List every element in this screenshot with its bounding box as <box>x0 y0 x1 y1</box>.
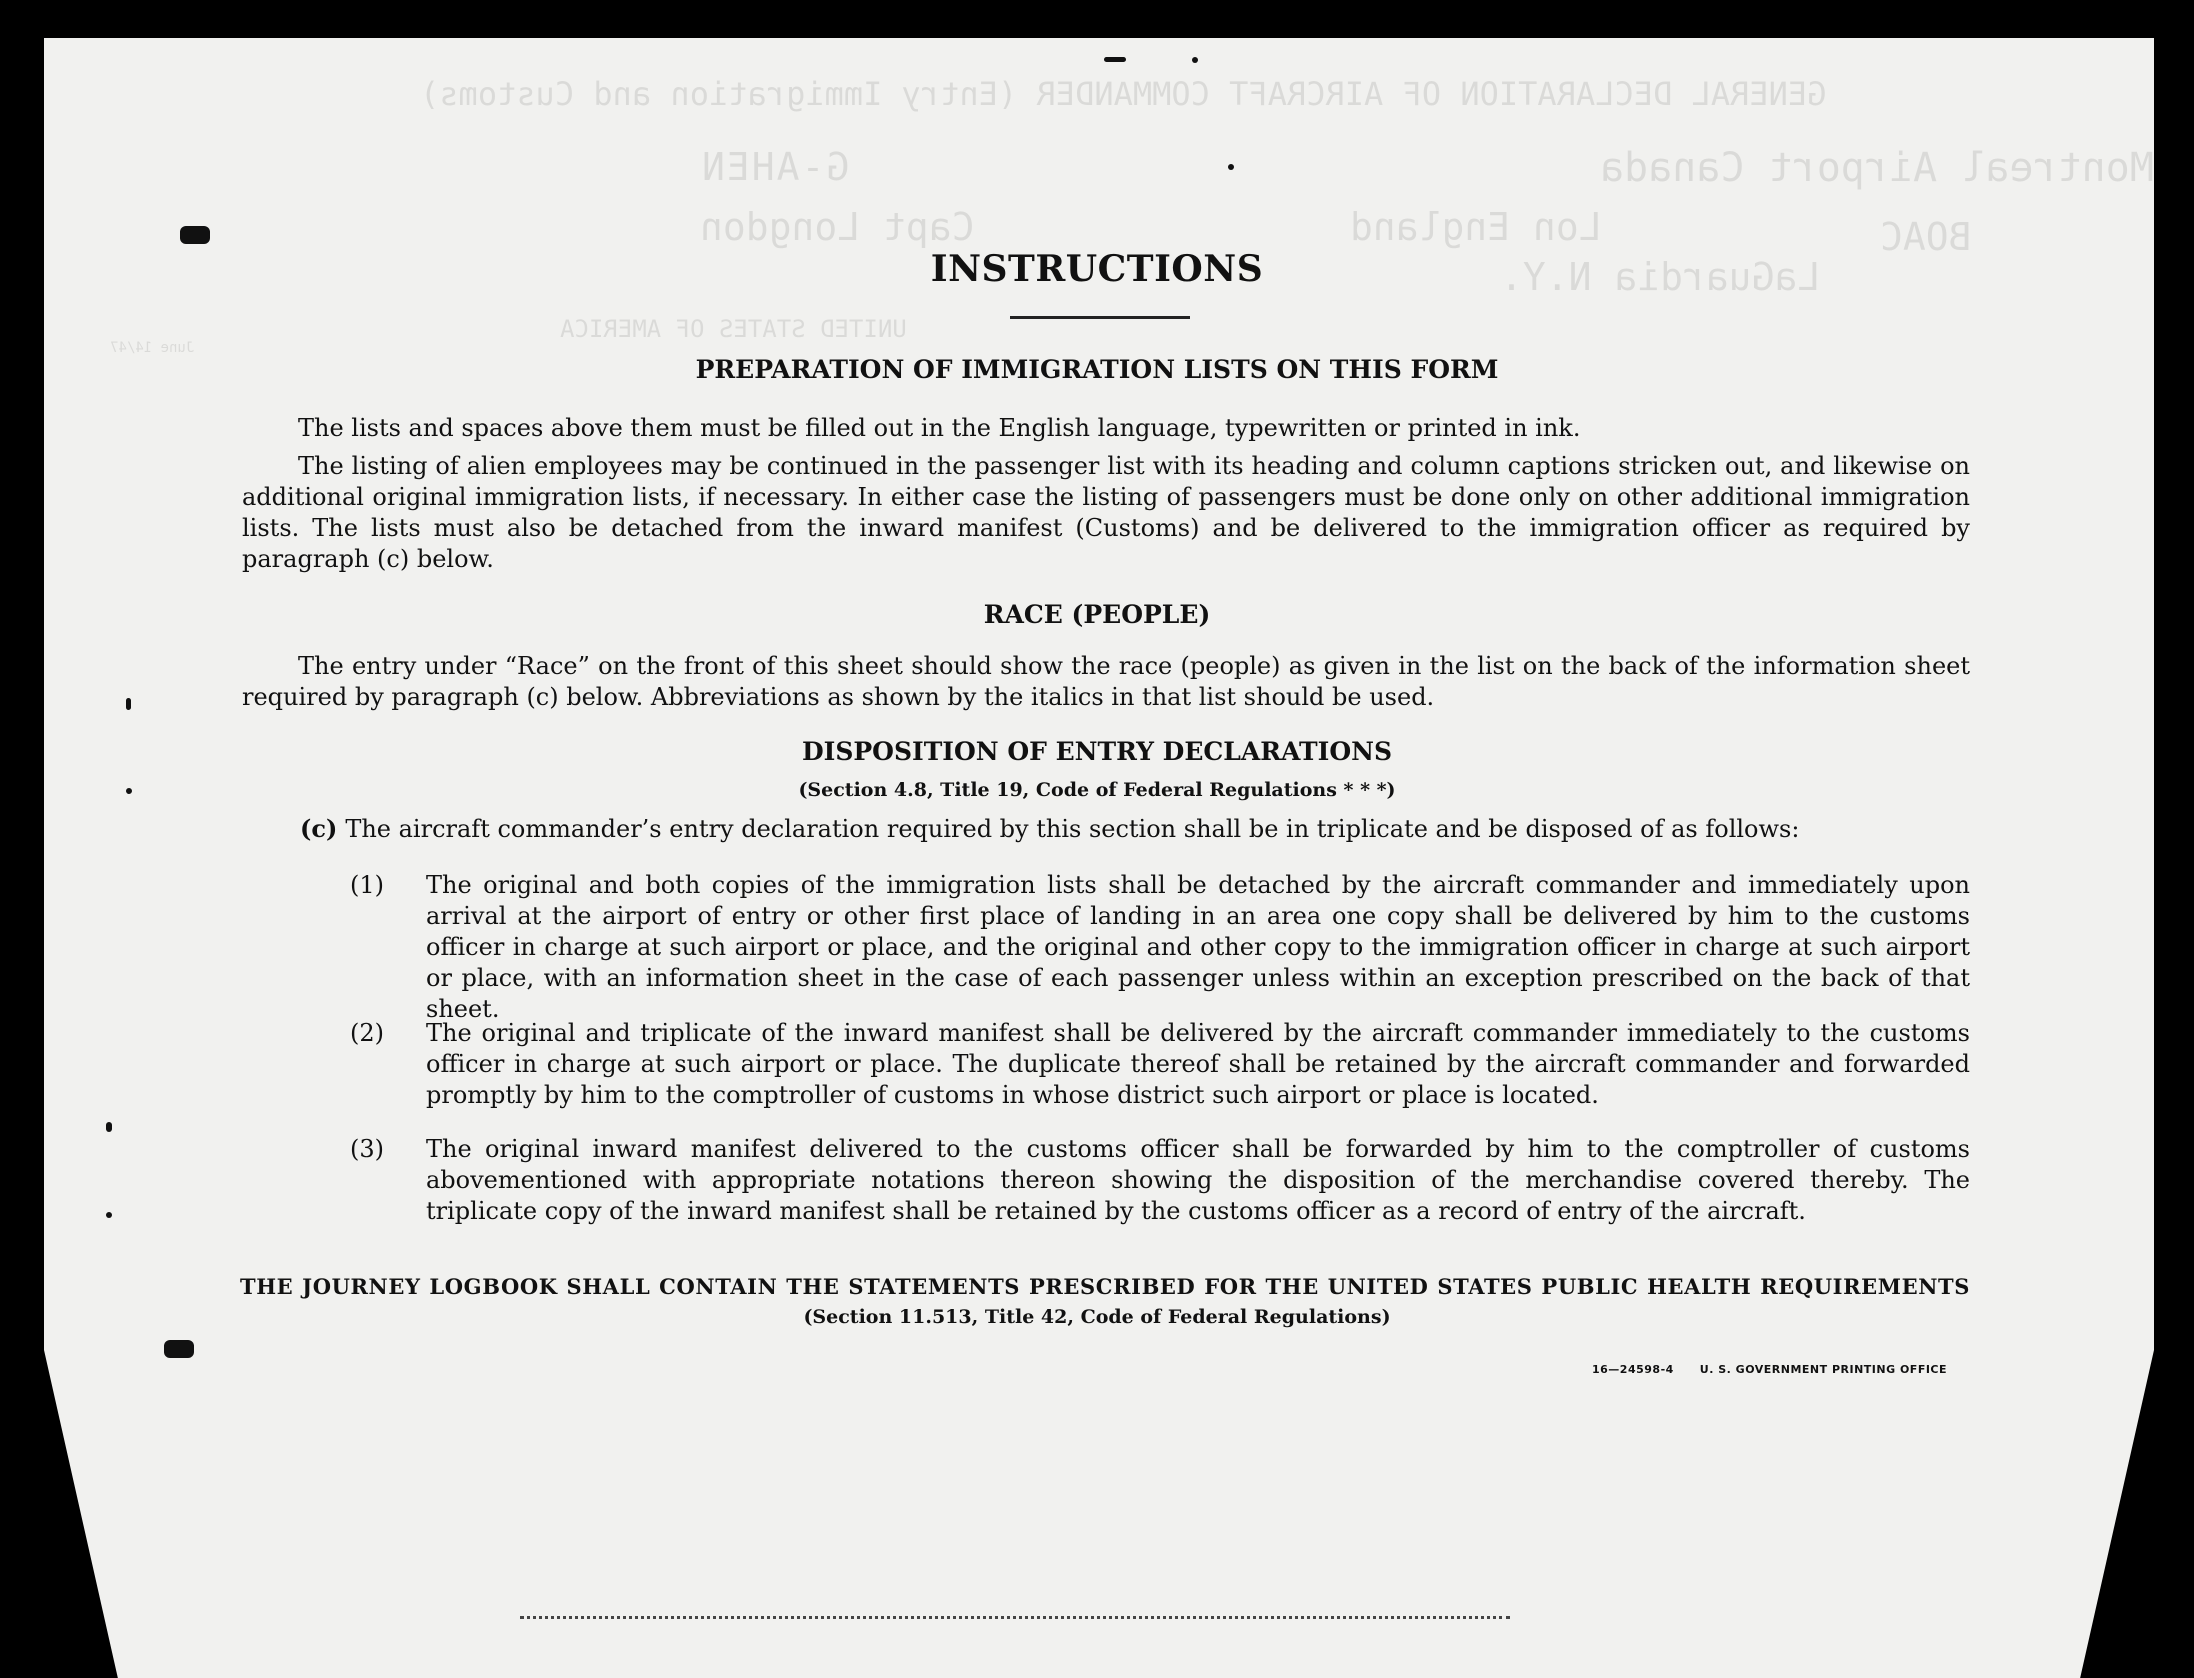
form-number: 16—24598-4 <box>1592 1363 1674 1376</box>
ghost-bleed-text: Montreal Airport Canada <box>1600 145 2154 191</box>
speck-mark <box>106 1212 112 1218</box>
disposition-item-3 <box>350 1134 1970 1227</box>
speck-mark <box>1104 57 1126 62</box>
ghost-bleed-text: LaGuardia N.Y. <box>1500 255 1821 299</box>
disposition-item-1 <box>350 870 1970 1025</box>
race-heading: RACE (PEOPLE) <box>983 600 1211 629</box>
item-number: (1) <box>350 871 384 899</box>
title-underline <box>1010 316 1190 319</box>
preparation-heading: PREPARATION OF IMMIGRATION LISTS ON THIS FORM <box>695 355 1499 384</box>
printer-name: U. S. GOVERNMENT PRINTING OFFICE <box>1699 1363 1948 1376</box>
ghost-bleed-text: BOAC <box>1880 215 1972 259</box>
perforation-edge <box>520 1616 1510 1619</box>
preparation-paragraph-1: The lists and spaces above them must be filled out in the English language, typewritten or printed in ink. <box>298 414 1581 442</box>
ghost-bleed-text: Capt Longdon <box>700 205 975 249</box>
disposition-citation: (Section 4.8, Title 19, Code of Federal Regulations * * *) <box>798 779 1396 801</box>
page-title: INSTRUCTIONS <box>930 248 1264 290</box>
ghost-bleed-text: UNITED STATES OF AMERICA <box>560 315 907 343</box>
paragraph-text: The aircraft commander’s entry declaration required by this section shall be in triplicate and be disposed of as follows: <box>345 815 1800 843</box>
ghost-bleed-text: June 14/47 <box>110 340 195 356</box>
speck-mark <box>1192 57 1198 63</box>
paragraph-label: (c) <box>300 814 338 843</box>
speck-mark <box>106 1122 112 1132</box>
punch-mark <box>180 226 210 244</box>
disposition-heading: DISPOSITION OF ENTRY DECLARATIONS <box>801 737 1393 766</box>
footer-heading: THE JOURNEY LOGBOOK SHALL CONTAIN THE STATEMENTS PRESCRIBED FOR THE UNITED STATES PUBLIC HEALTH REQUIREMENTS <box>240 1274 1970 1299</box>
item-text: The original and triplicate of the inward manifest shall be delivered by the aircraft commander immediately to the customs officer in charge at such airport or place. The duplicate thereof shall be retained by the aircraft commander and forwarded promptly by him to the comptroller of customs in whose district such airport or place is located. <box>426 1019 1970 1109</box>
disposition-item-2 <box>350 1018 1970 1111</box>
footer-citation: (Section 11.513, Title 42, Code of Federal Regulations) <box>803 1306 1391 1328</box>
speck-mark <box>1228 164 1234 170</box>
item-number: (2) <box>350 1019 384 1047</box>
ghost-bleed-text: Lon England <box>1350 205 1602 249</box>
item-number: (3) <box>350 1135 384 1163</box>
punch-mark <box>164 1340 194 1358</box>
race-paragraph: The entry under “Race” on the front of this sheet should show the race (people) as given in the list on the back of the information sheet required by paragraph (c) below. Abbreviations as shown by the italics in that list should be used. <box>242 652 1970 711</box>
preparation-paragraph-2: The listing of alien employees may be continued in the passenger list with its heading and column captions stricken out, and likewise on additional original immigration lists, if necessary. In either case the listing of passengers must be done only on other additional immigration lists. The lists must also be detached from the inward manifest (Customs) and be delivered to the immigration officer as required by paragraph (c) below. <box>242 452 1970 573</box>
item-text: The original and both copies of the immigration lists shall be detached by the aircraft commander and immediately upon arrival at the airport of entry or other first place of landing in an area one copy shall be delivered by him to the customs officer in charge at such airport or place, and the original and other copy to the immigration officer in charge at such airport or place, with an information sheet in the case of each passenger unless within an exception prescribed on the back of that sheet. <box>426 871 1970 1023</box>
item-text: The original inward manifest delivered to the customs officer shall be forwarded by him to the comptroller of customs abovementioned with appropriate notations thereon showing the disposition of the merchandise covered thereby. The triplicate copy of the inward manifest shall be retained by the customs officer as a record of entry of the aircraft. <box>426 1135 1970 1225</box>
disposition-paragraph-c <box>300 813 1970 845</box>
ghost-bleed-text: G-AHEN <box>700 145 850 189</box>
speck-mark <box>126 698 131 710</box>
printing-imprint <box>1592 1363 1973 1376</box>
ghost-bleed-text: GENERAL DECLARATION OF AIRCRAFT COMMANDER (Entry Immigration and Customs) <box>420 75 1827 113</box>
